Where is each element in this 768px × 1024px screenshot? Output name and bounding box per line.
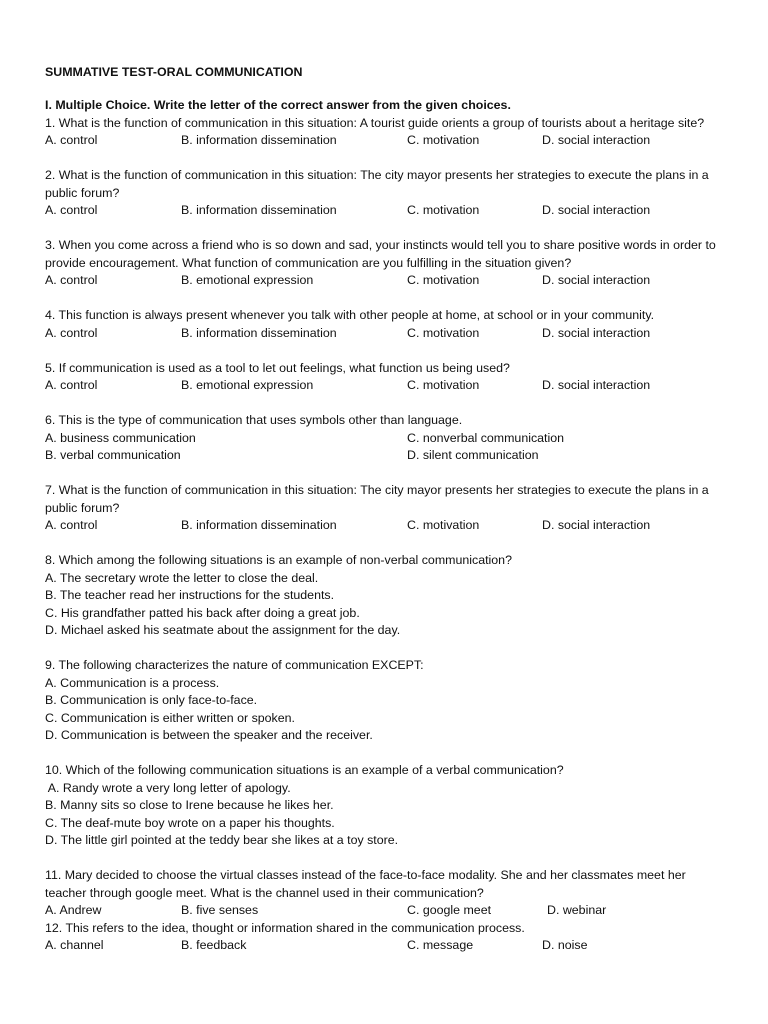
choice-c: C. motivation: [407, 203, 480, 217]
choice-a: A. control: [45, 325, 98, 340]
question-11: [45, 867, 725, 920]
question-text: 7. What is the function of communication in this situation: The city mayor presents her strategies to execute the plans in a public forum?: [45, 483, 709, 515]
question-text: 4. This function is always present whenever you talk with other people at home, at school or in your community.: [45, 308, 655, 322]
choice-c: C. The deaf-mute boy wrote on a paper his thoughts.: [45, 815, 335, 830]
choice-d: D. Communication is between the speaker and the receiver.: [45, 728, 373, 742]
choices-row: [45, 937, 725, 955]
choice-d: D. social interaction: [542, 203, 651, 217]
choices-row: [45, 517, 725, 535]
test-page: [45, 64, 725, 955]
choice-c: C. motivation: [407, 518, 480, 532]
choice-c: C. message: [407, 938, 474, 952]
question-7: [45, 482, 725, 535]
choice-b: B. Communication is only face-to-face.: [45, 693, 258, 707]
choice-d: D. webinar: [547, 903, 607, 917]
choice-c: C. nonverbal communication: [407, 430, 565, 445]
question-text: 11. Mary decided to choose the virtual classes instead of the face-to-face modality. She and her classmates meet her teacher through google meet. What is the channel used in their communication?: [45, 868, 686, 900]
choice-a: A. Andrew: [45, 903, 102, 917]
choice-c: C. motivation: [407, 133, 480, 147]
section-instructions: I. Multiple Choice. Write the letter of the correct answer from the given choices.: [45, 98, 511, 112]
choice-d: D. social interaction: [542, 133, 651, 147]
choice-b: B. The teacher read her instructions for the students.: [45, 588, 335, 602]
choice-c: C. motivation: [407, 325, 480, 340]
choice-b: B. information dissemination: [181, 133, 337, 147]
choice-c: C. motivation: [407, 273, 480, 287]
choice-d: D. silent communication: [407, 448, 539, 462]
question-5: [45, 360, 725, 395]
choices-row: [45, 325, 725, 343]
choices-row: [45, 202, 725, 220]
choice-b: B. emotional expression: [181, 378, 314, 392]
question-text: 5. If communication is used as a tool to let out feelings, what function us being used?: [45, 360, 510, 375]
choice-b: B. Manny sits so close to Irene because he likes her.: [45, 798, 334, 812]
question-3: [45, 237, 725, 290]
choice-a: A. channel: [45, 938, 104, 952]
choice-a: A. control: [45, 203, 98, 217]
choice-d: D. social interaction: [542, 518, 651, 532]
choice-a: A. control: [45, 273, 98, 287]
question-text: 8. Which among the following situations is an example of non-verbal communication?: [45, 553, 512, 567]
document-title: SUMMATIVE TEST-ORAL COMMUNICATION: [45, 65, 303, 79]
question-text: 12. This refers to the idea, thought or information shared in the communication process.: [45, 920, 525, 935]
choice-d: D. The little girl pointed at the teddy bear she likes at a toy store.: [45, 833, 399, 847]
choices-row: [45, 430, 725, 448]
choice-c: C. motivation: [407, 378, 480, 392]
choice-a: A. control: [45, 378, 98, 392]
choice-b: B. feedback: [181, 938, 247, 952]
choice-b: B. information dissemination: [181, 325, 337, 340]
question-6: [45, 412, 725, 465]
choice-c: C. Communication is either written or spoken.: [45, 710, 295, 725]
choices-row: [45, 902, 725, 920]
choices-row: [45, 447, 725, 465]
question-text: 10. Which of the following communication situations is an example of a verbal communication?: [45, 763, 564, 777]
question-text: 1. What is the function of communication in this situation: A tourist guide orients a group of tourists about a heritage site?: [45, 115, 705, 130]
choice-b: B. information dissemination: [181, 203, 337, 217]
choice-a: A. Randy wrote a very long letter of apology.: [45, 780, 291, 795]
choice-a: A. control: [45, 133, 98, 147]
choice-a: A. The secretary wrote the letter to close the deal.: [45, 570, 319, 585]
question-text: 6. This is the type of communication that uses symbols other than language.: [45, 413, 463, 427]
choice-b: B. verbal communication: [45, 448, 181, 462]
question-9: [45, 657, 725, 745]
choice-a: A. business communication: [45, 430, 196, 445]
choice-d: D. social interaction: [542, 378, 651, 392]
choice-b: B. information dissemination: [181, 518, 337, 532]
choice-d: D. noise: [542, 938, 588, 952]
choice-a: A. Communication is a process.: [45, 675, 220, 690]
choices-row: [45, 272, 725, 290]
question-text: 3. When you come across a friend who is so down and sad, your instincts would tell you to share positive words in order to provide encouragement. What function of communication are you fulfilling in the situation given?: [45, 238, 716, 270]
choices-row: [45, 132, 725, 150]
question-10: [45, 762, 725, 850]
question-8: [45, 552, 725, 640]
choice-b: B. five senses: [181, 903, 259, 917]
question-1: [45, 115, 725, 150]
choice-b: B. emotional expression: [181, 273, 314, 287]
choice-c: C. google meet: [407, 903, 492, 917]
question-12: [45, 920, 725, 955]
question-2: [45, 167, 725, 220]
choice-d: D. Michael asked his seatmate about the assignment for the day.: [45, 623, 401, 637]
choice-d: D. social interaction: [542, 325, 651, 340]
choice-a: A. control: [45, 518, 98, 532]
choices-row: [45, 377, 725, 395]
choice-d: D. social interaction: [542, 273, 651, 287]
question-text: 2. What is the function of communication in this situation: The city mayor presents her strategies to execute the plans in a public forum?: [45, 168, 709, 200]
choice-c: C. His grandfather patted his back after doing a great job.: [45, 605, 360, 620]
question-4: [45, 307, 725, 342]
question-text: 9. The following characterizes the nature of communication EXCEPT:: [45, 658, 424, 672]
